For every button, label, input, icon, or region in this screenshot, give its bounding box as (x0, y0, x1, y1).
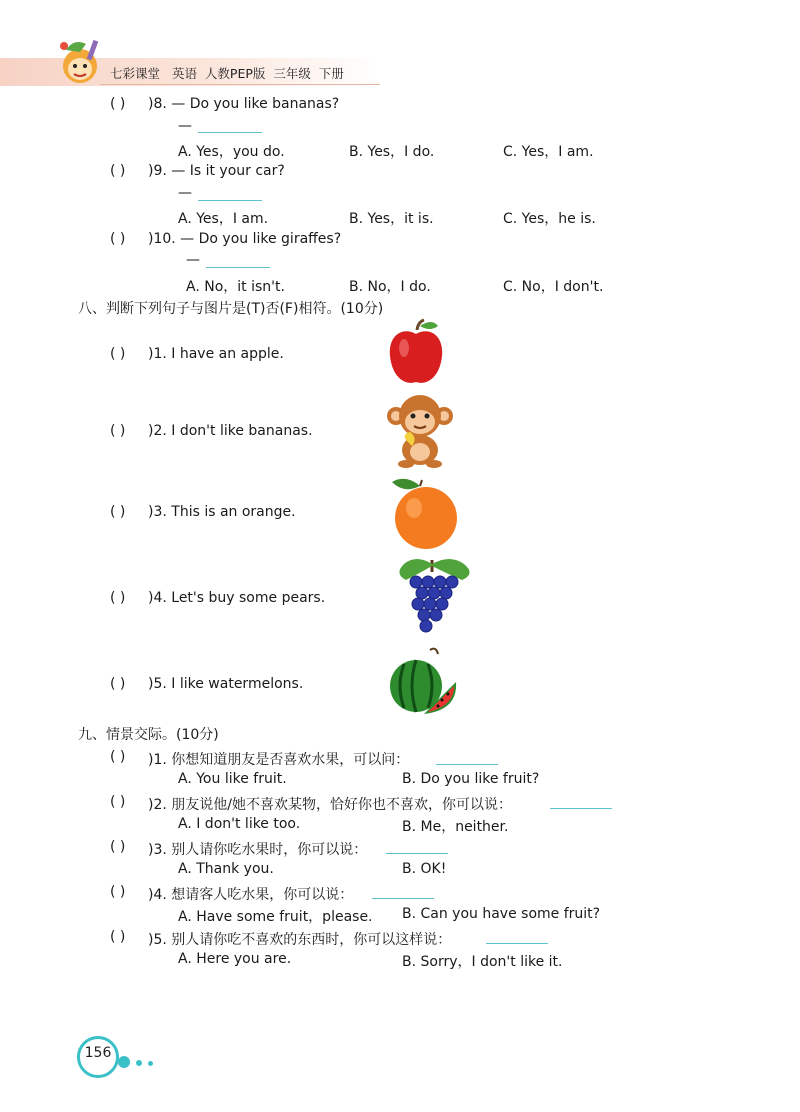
part9-q2-paren[interactable]: ( ) (110, 794, 126, 810)
q9-answer-blank[interactable] (198, 200, 262, 201)
part9-q5-stem: )5. 别人请你吃不喜欢的东西时，你可以这样说： (148, 932, 452, 948)
part8-q4-text: )4. Let's buy some pears. (148, 590, 326, 606)
part8-q2-text: )2. I don't like bananas. (148, 423, 313, 439)
page-number: 156 (84, 1045, 112, 1061)
part8-title: 八、判断下列句子与图片是(T)否(F)相符。(10分) (78, 301, 384, 317)
q9-option-c: C. Yes，he is. (503, 211, 596, 227)
orange-icon (386, 472, 462, 552)
decor-dot-large (118, 1056, 130, 1068)
q9-dash: — (178, 185, 192, 201)
part9-q5-paren[interactable]: ( ) (110, 929, 126, 945)
apple-icon (384, 318, 448, 388)
header-grade: 三年级 (273, 66, 311, 81)
part9-q2-option-b: B. Me，neither. (402, 819, 509, 835)
part9-q4-option-a: A. Have some fruit，please. (178, 909, 373, 925)
q9-option-a: A. Yes，I am. (178, 211, 269, 227)
part8-q2-paren[interactable]: ( ) (110, 423, 126, 439)
q8-stem: )8. — Do you like bananas? (148, 96, 340, 112)
header-volume: 下册 (318, 66, 344, 81)
q9-answer-paren[interactable]: ( ) (110, 163, 126, 179)
part9-q5-option-b: B. Sorry，I don't like it. (402, 954, 563, 970)
part9-q4-paren[interactable]: ( ) (110, 884, 126, 900)
q9-stem: )9. — Is it your car? (148, 163, 285, 179)
watermelon-icon (386, 644, 458, 720)
part9-q3-option-a: A. Thank you. (178, 861, 274, 877)
mascot-logo-icon (56, 36, 102, 88)
header-rule (100, 84, 380, 85)
part9-q1-paren[interactable]: ( ) (110, 749, 126, 765)
part9-q3-option-b: B. OK! (402, 861, 447, 877)
q10-option-c: C. No，I don't. (503, 279, 604, 295)
q8-option-a: A. Yes，you do. (178, 144, 285, 160)
part9-q3-paren[interactable]: ( ) (110, 839, 126, 855)
part8-q3-text: )3. This is an orange. (148, 504, 296, 520)
part9-q5-option-a: A. Here you are. (178, 951, 292, 967)
part9-q2-stem: )2. 朋友说他/她不喜欢某物，恰好你也不喜欢，你可以说： (148, 797, 512, 813)
part9-q3-answer-blank[interactable] (386, 853, 448, 854)
q8-answer-blank[interactable] (198, 132, 262, 133)
header-subject: 英语 (171, 66, 197, 81)
part9-q4-stem: )4. 想请客人吃水果，你可以说： (148, 887, 354, 903)
q10-answer-paren[interactable]: ( ) (110, 231, 126, 247)
q10-answer-blank[interactable] (206, 267, 270, 268)
q10-stem: )10. — Do you like giraffes? (148, 231, 342, 247)
q10-option-a: A. No，it isn't. (186, 279, 285, 295)
part9-q1-option-b: B. Do you like fruit? (402, 771, 540, 787)
part9-q1-option-a: A. You like fruit. (178, 771, 287, 787)
q8-dash: — (178, 118, 192, 134)
part9-q4-answer-blank[interactable] (372, 898, 434, 899)
part9-q2-option-a: A. I don't like too. (178, 816, 301, 832)
part9-title: 九、情景交际。(10分) (78, 727, 219, 743)
q8-answer-paren[interactable]: ( ) (110, 96, 126, 112)
q10-dash: — (186, 252, 200, 268)
decor-dot-small (148, 1061, 153, 1066)
part9-q5-answer-blank[interactable] (486, 943, 548, 944)
decor-dot-medium (136, 1060, 142, 1066)
header-edition: 人教PEP版 (204, 66, 266, 81)
q8-option-c: C. Yes，I am. (503, 144, 594, 160)
part9-q1-answer-blank[interactable] (436, 764, 498, 765)
part8-q4-paren[interactable]: ( ) (110, 590, 126, 606)
q10-option-b: B. No，I do. (349, 279, 431, 295)
part9-q3-stem: )3. 别人请你吃水果时，你可以说： (148, 842, 368, 858)
part9-q1-stem: )1. 你想知道朋友是否喜欢水果，可以问： (148, 752, 410, 768)
monkey-with-banana-icon (384, 392, 456, 468)
part9-q2-answer-blank[interactable] (550, 808, 612, 809)
header-series: 七彩课堂 (110, 66, 161, 81)
part8-q3-paren[interactable]: ( ) (110, 504, 126, 520)
part8-q5-text: )5. I like watermelons. (148, 676, 304, 692)
part8-q1-text: )1. I have an apple. (148, 346, 284, 362)
part8-q1-paren[interactable]: ( ) (110, 346, 126, 362)
grapes-icon (386, 554, 478, 640)
part8-q5-paren[interactable]: ( ) (110, 676, 126, 692)
q9-option-b: B. Yes，it is. (349, 211, 434, 227)
q8-option-b: B. Yes，I do. (349, 144, 435, 160)
part9-q4-option-b: B. Can you have some fruit? (402, 906, 601, 922)
